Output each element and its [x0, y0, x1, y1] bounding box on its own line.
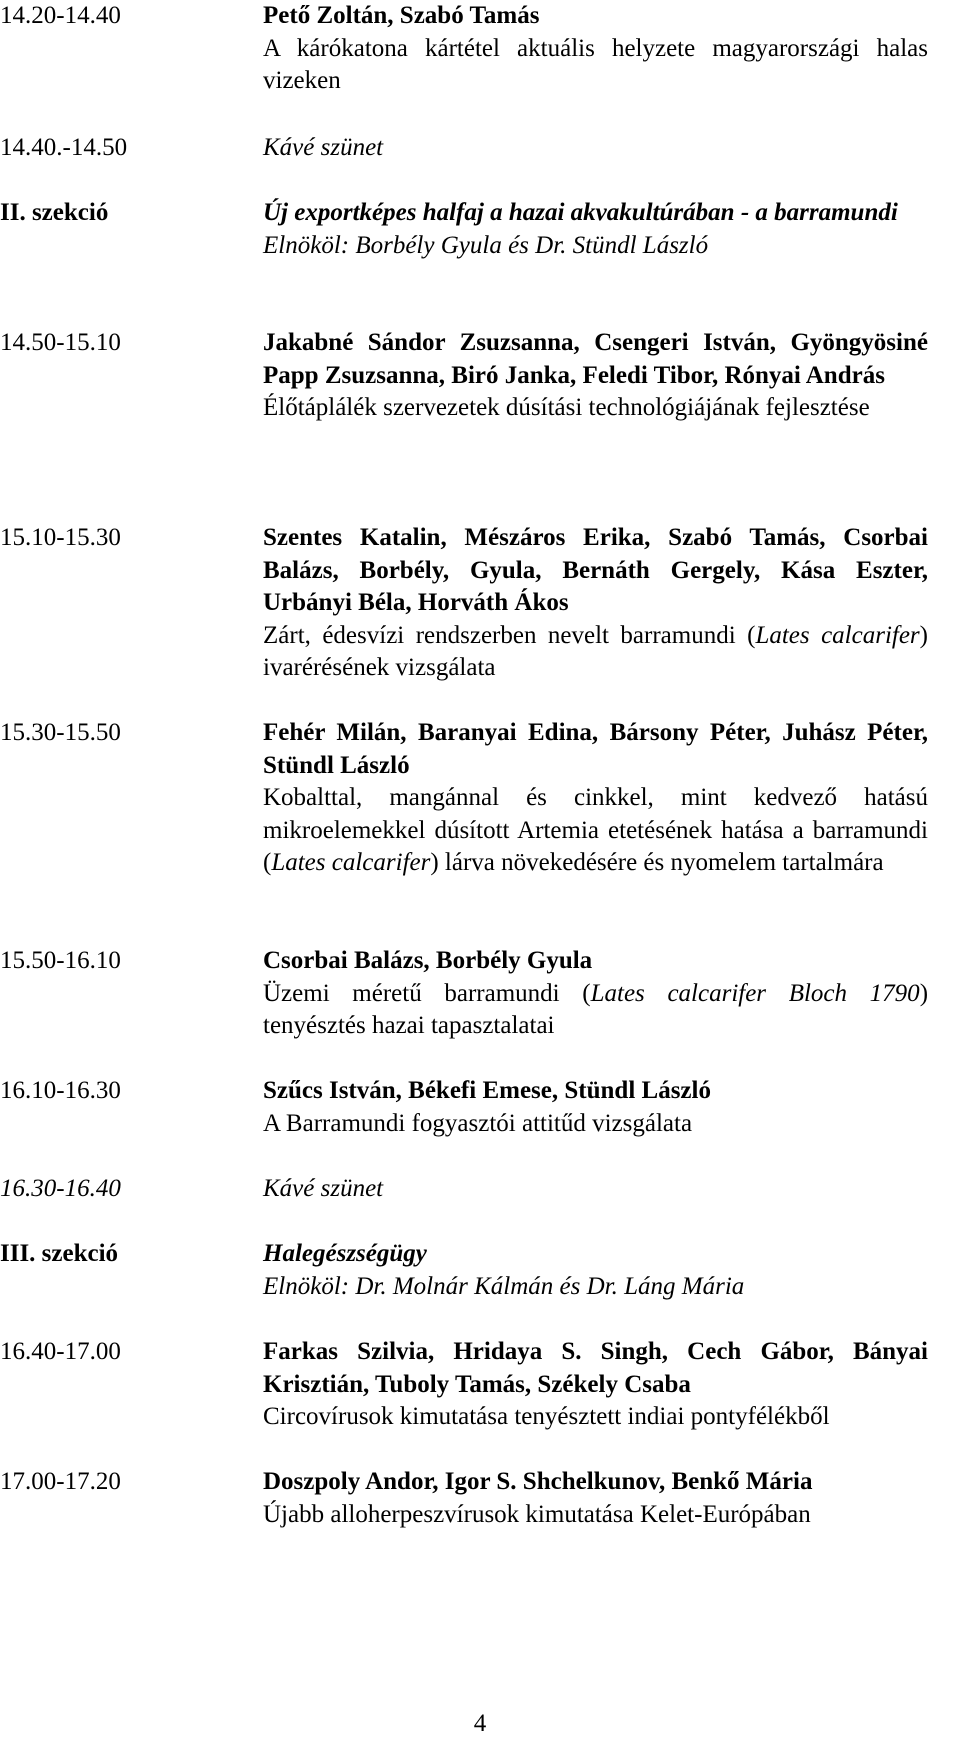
- section-label: II. szekció: [0, 199, 109, 226]
- section-chair: Elnököl: Dr. Molnár Kálmán és Dr. Láng Mária: [263, 1272, 745, 1300]
- species-name: Lates calcarifer Bloch 1790: [590, 979, 920, 1007]
- entry-time: 14.20-14.40: [0, 2, 121, 29]
- entry-time: 15.10-15.30: [0, 524, 121, 551]
- entry-title: A Barramundi fogyasztói attitűd vizsgálata: [263, 1109, 693, 1137]
- entry-authors: Pető Zoltán, Szabó Tamás: [263, 2, 540, 29]
- entry-title: Üzemi méretű barramundi (Lates calcarifer Bloch 1790) tenyésztés hazai tapasztalatai: [263, 979, 929, 1039]
- entry-time: 16.10-16.30: [0, 1077, 121, 1104]
- entry-title: A kárókatona kártétel aktuális helyzete magyarországi halas vizeken: [263, 34, 928, 94]
- entry-time: 14.40.-14.50: [0, 134, 128, 161]
- entry-title: Élőtáplálék szervezetek dúsítási technológiájának fejlesztése: [263, 394, 870, 421]
- break-label: Kávé szünet: [263, 134, 384, 161]
- entry-authors: Csorbai Balázs, Borbély Gyula: [263, 947, 593, 974]
- entry-title: Zárt, édesvízi rendszerben nevelt barramundi (Lates calcarifer) ivarérésének vizsgálata: [263, 621, 928, 681]
- section-chair: Elnököl: Borbély Gyula és Dr. Stündl László: [263, 231, 709, 259]
- section-label: III. szekció: [0, 1240, 119, 1267]
- entry-time: 17.00-17.20: [0, 1468, 121, 1495]
- entry-time: 16.30-16.40: [0, 1175, 121, 1202]
- entry-authors: Doszpoly Andor, Igor S. Shchelkunov, Benkő Mária: [263, 1468, 813, 1495]
- break-label: Kávé szünet: [263, 1175, 384, 1202]
- section-title: Új exportképes halfaj a hazai akvakultúrában - a barramundi: [263, 199, 898, 226]
- entry-title: Circovírusok kimutatása tenyésztett indiai pontyfélékből: [263, 1403, 830, 1430]
- species-name: Lates calcarifer: [271, 849, 431, 876]
- entry-time: 15.30-15.50: [0, 719, 121, 746]
- entry-authors: Farkas Szilvia, Hridaya S. Singh, Cech Gábor, Bányai Krisztián, Tuboly Tamás, Székely Csaba: [263, 1338, 928, 1398]
- entry-time: 14.50-15.10: [0, 329, 121, 356]
- entry-title: Kobalttal, mangánnal és cinkkel, mint kedvező hatású mikroelemekkel dúsított Artemia etetésének hatása a barramundi (Lates calcarifer) lárva növekedésére és nyomelem tartalmára: [263, 784, 928, 876]
- entry-authors: Szentes Katalin, Mészáros Erika, Szabó Tamás, Csorbai Balázs, Borbély, Gyula, Bernáth Gergely, Kása Eszter, Urbányi Béla, Horváth Ákos: [263, 524, 928, 616]
- section-title: Halegészségügy: [263, 1240, 427, 1267]
- entry-authors: Szűcs István, Békefi Emese, Stündl László: [263, 1077, 711, 1104]
- entry-authors: Fehér Milán, Baranyai Edina, Bársony Péter, Juhász Péter, Stündl László: [263, 719, 928, 779]
- entry-title: Újabb alloherpeszvírusok kimutatása Kelet-Európában: [263, 1500, 811, 1528]
- entry-time: 16.40-17.00: [0, 1338, 121, 1365]
- species-name: Lates calcarifer: [755, 621, 920, 649]
- entry-authors: Jakabné Sándor Zsuzsanna, Csengeri István, Gyöngyösiné Papp Zsuzsanna, Biró Janka, Feledi Tibor, Rónyai András: [263, 329, 928, 389]
- page-number: 4: [473, 1710, 487, 1737]
- entry-time: 15.50-16.10: [0, 947, 121, 974]
